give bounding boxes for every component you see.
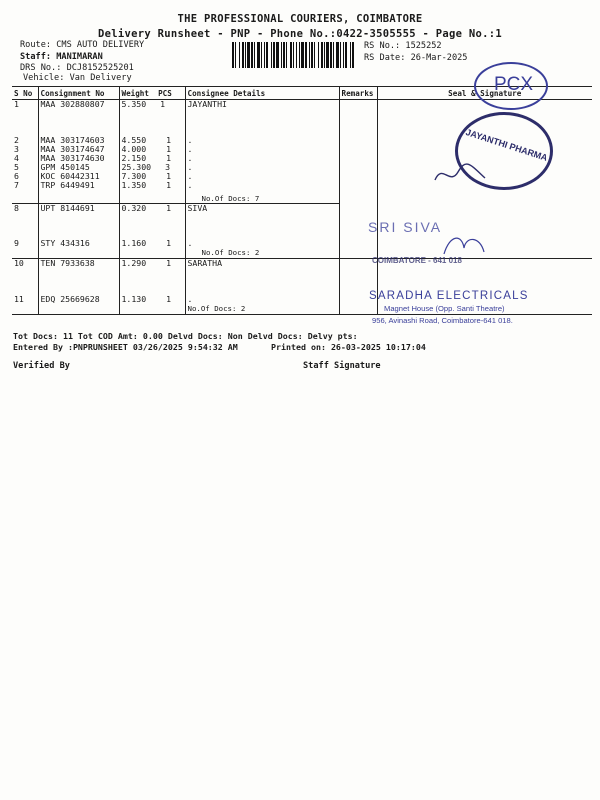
table-row: 8 UPT 8144691 0.320 1 SIVA [12, 204, 592, 239]
siva-signature-scribble [440, 232, 490, 262]
barcode-bar [239, 42, 240, 68]
siva-stamp-address: COIMBATORE - 641 018 [372, 256, 462, 265]
route-label: Route: CMS AUTO DELIVERY [20, 40, 145, 50]
col-seal-signature: Seal & Signature [377, 87, 592, 100]
signature-scribble [430, 158, 490, 188]
barcode-bar [264, 42, 265, 68]
barcode-bar [242, 42, 244, 68]
barcode-bar [318, 42, 319, 68]
saradha-stamp: SARADHA ELECTRICALS [369, 290, 529, 302]
barcode-bar [301, 42, 304, 68]
barcode-bar [235, 42, 236, 68]
barcode-bar [330, 42, 332, 68]
col-sno: S No [12, 87, 38, 100]
col-consignee: Consignee Details [185, 87, 339, 100]
barcode-bar [296, 42, 297, 68]
barcode-bar [245, 42, 246, 68]
table-row: 2 MAA 303174603 4.550 1 . [12, 136, 592, 145]
rs-number: RS No.: 1525252 [364, 41, 442, 51]
page-title: THE PROFESSIONAL COURIERS, COIMBATORE [177, 13, 423, 25]
barcode-bar [254, 42, 255, 68]
barcode-bar [340, 42, 341, 68]
pcx-stamp-text: PCX [494, 74, 534, 95]
entered-by: Entered By :PNPRUNSHEET 03/26/2025 9:54:32 AM [13, 342, 238, 352]
barcode-bar [309, 42, 310, 68]
barcode-bar [283, 42, 285, 68]
barcode-bar [273, 42, 275, 68]
jayanthi-stamp-text: JAYANTHI PHARMA [464, 127, 549, 163]
barcode-bar [261, 42, 262, 68]
barcode-bar [314, 42, 315, 68]
barcode-bar [257, 42, 260, 68]
barcode-bar [276, 42, 279, 68]
barcode-bar [286, 42, 287, 68]
saradha-stamp-line2: Magnet House (Opp. Santi Theatre) [384, 304, 505, 313]
docs-count-row: No.Of Docs: 7 [12, 190, 592, 204]
barcode [232, 42, 354, 68]
barcode-bar [299, 42, 300, 68]
barcode-bar [281, 42, 282, 68]
barcode-bar [336, 42, 339, 68]
barcode-bar [345, 42, 347, 68]
barcode-bar [305, 42, 307, 68]
table-row: 6 KOC 60442311 7.300 1 . [12, 172, 592, 181]
table-row: 4 MAA 303174630 2.150 1 . [12, 154, 592, 163]
verified-by-label: Verified By [13, 361, 70, 371]
barcode-bar [326, 42, 329, 68]
col-weight: Weight PCS [119, 87, 185, 100]
barcode-bar [321, 42, 323, 68]
table-row: 10 TEN 7933638 1.290 1 SARATHA [12, 259, 592, 295]
staff-signature-label: Staff Signature [303, 361, 381, 371]
barcode-bar [271, 42, 272, 68]
rs-date: RS Date: 26-Mar-2025 [364, 53, 468, 63]
barcode-bar [266, 42, 268, 68]
drs-number: DRS No.: DCJ8152525201 [20, 63, 134, 73]
table-row: 3 MAA 303174647 4.000 1 . [12, 145, 592, 154]
barcode-bar [324, 42, 325, 68]
table-row: 11 EDQ 25669628 1.130 1 . [12, 295, 592, 304]
barcode-bar [293, 42, 294, 68]
vehicle-label: Vehicle: Van Delivery [23, 73, 132, 83]
barcode-bar [333, 42, 334, 68]
saradha-stamp-line3: 956, Avinashi Road, Coimbatore-641 018. [372, 316, 513, 325]
barcode-bar [350, 42, 351, 68]
barcode-bar [343, 42, 344, 68]
barcode-bar [311, 42, 313, 68]
cell-consignment: MAA 302880807 [38, 100, 119, 136]
barcode-bar [232, 42, 234, 68]
siva-stamp: SRI SIVA [368, 219, 443, 235]
col-consignment: Consignment No [38, 87, 119, 100]
docs-count-row: No.Of Docs: 2 [12, 248, 592, 259]
barcode-bar [290, 42, 292, 68]
table-row: 9 STY 434316 1.160 1 . [12, 239, 592, 248]
cell-sno: 1 [14, 99, 19, 109]
staff-label: Staff: MANIMARAN [20, 52, 103, 62]
totals-line: Tot Docs: 11 Tot COD Amt: 0.00 Delvd Docs: Non Delvd Docs: Delvy pts: [13, 331, 358, 341]
runsheet-subtitle: Delivery Runsheet - PNP - Phone No.:0422-3505555 - Page No.:1 [98, 28, 502, 40]
barcode-bar [352, 42, 354, 68]
docs-count-row: No.Of Docs: 2 [12, 304, 592, 315]
barcode-bar [251, 42, 253, 68]
table-row: 7 TRP 6449491 1.350 1 . [12, 181, 592, 190]
cell-consignee: JAYANTHI [185, 100, 339, 136]
table-row: 5 GPM 450145 25.300 3 . [12, 163, 592, 172]
barcode-bar [247, 42, 250, 68]
col-remarks: Remarks [339, 87, 377, 100]
printed-on: Printed on: 26-03-2025 10:17:04 [271, 342, 426, 352]
cell-weight-pcs: 5.350 1 [119, 100, 185, 136]
